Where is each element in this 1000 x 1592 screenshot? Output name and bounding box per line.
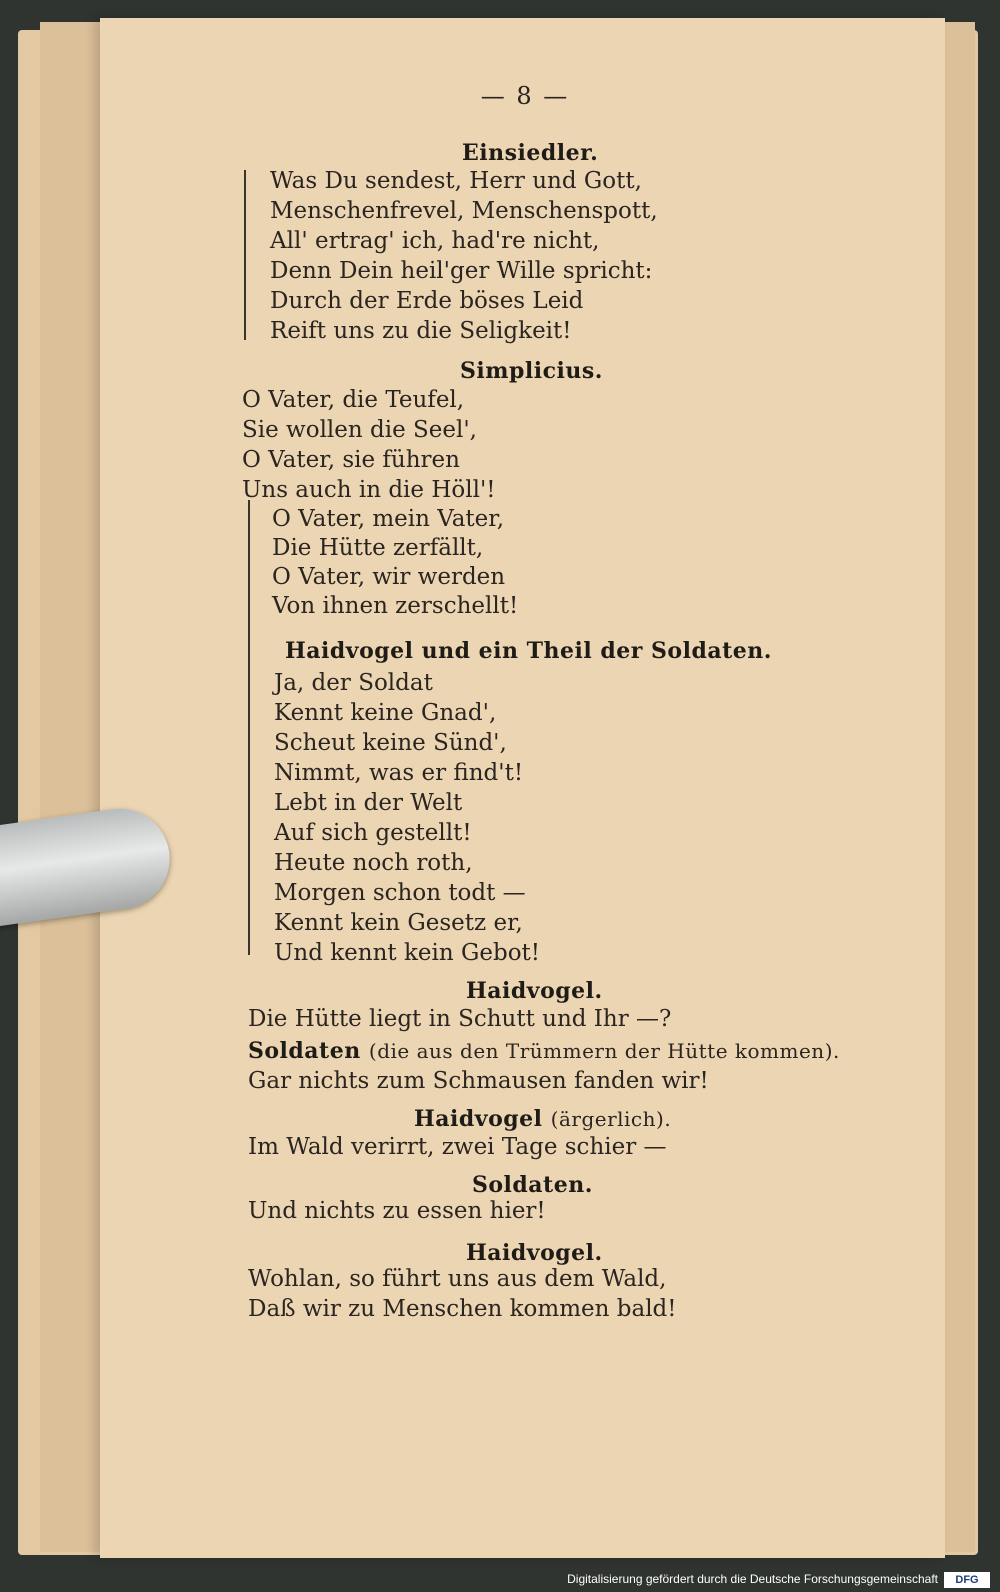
- verse-line: Was Du sendest, Herr und Gott,: [270, 168, 642, 194]
- speaker-heading: Haidvogel.: [466, 978, 603, 1004]
- verse-line: Und kennt kein Gebot!: [274, 940, 541, 966]
- speaker-heading: Einsiedler.: [462, 140, 599, 166]
- speaker-heading: [248, 1038, 840, 1064]
- verse-line: Nimmt, was er find't!: [274, 760, 524, 786]
- dfg-logo: DFG: [944, 1572, 990, 1588]
- verse-bracket: [244, 170, 246, 340]
- verse-line: Auf sich gestellt!: [274, 820, 472, 846]
- page-number: — 8 —: [480, 82, 570, 110]
- verse-line: Reift uns zu die Seligkeit!: [270, 318, 572, 344]
- verse-line: Sie wollen die Seel',: [242, 417, 477, 443]
- verse-line: Kennt kein Gesetz er,: [274, 910, 523, 936]
- verse-line: Gar nichts zum Schmausen fanden wir!: [248, 1068, 709, 1094]
- verse-line: Die Hütte liegt in Schutt und Ihr —?: [248, 1006, 672, 1032]
- verse-line: Kennt keine Gnad',: [274, 700, 497, 726]
- stage-direction: (die aus den Trümmern der Hütte kommen).: [368, 1039, 840, 1063]
- speaker-heading: Simplicius.: [460, 358, 603, 384]
- verse-line: All' ertrag' ich, had're nicht,: [270, 228, 600, 254]
- verse-line: Denn Dein heil'ger Wille spricht:: [270, 258, 653, 284]
- verse-line: Scheut keine Sünd',: [274, 730, 507, 756]
- verse-line: Wohlan, so führt uns aus dem Wald,: [248, 1266, 667, 1292]
- speaker-heading: [414, 1106, 671, 1132]
- verse-line: Im Wald verirrt, zwei Tage schier —: [248, 1134, 667, 1160]
- digitization-credit: Digitalisierung gefördert durch die Deutsche Forschungsgemeinschaft: [567, 1572, 938, 1586]
- speaker-heading: Haidvogel.: [466, 1240, 603, 1266]
- verse-line: Heute noch roth,: [274, 850, 473, 876]
- verse-line: Daß wir zu Menschen kommen bald!: [248, 1296, 677, 1322]
- stage-direction: (ärgerlich).: [550, 1107, 672, 1131]
- verse-line: Von ihnen zerschellt!: [272, 593, 519, 619]
- verse-line: Uns auch in die Höll'!: [242, 477, 496, 503]
- verse-line: Und nichts zu essen hier!: [248, 1198, 546, 1224]
- verse-line: O Vater, wir werden: [272, 564, 506, 590]
- verse-bracket: [248, 500, 250, 955]
- verse-line: O Vater, mein Vater,: [272, 506, 505, 532]
- verse-line: Menschenfrevel, Menschenspott,: [270, 198, 658, 224]
- verse-line: Ja, der Soldat: [274, 670, 433, 696]
- verse-line: Durch der Erde böses Leid: [270, 288, 584, 314]
- speaker-name: Haidvogel: [414, 1106, 543, 1132]
- verse-line: O Vater, die Teufel,: [242, 387, 465, 413]
- speaker-heading: Soldaten.: [472, 1172, 593, 1198]
- verse-line: Lebt in der Welt: [274, 790, 463, 816]
- speaker-name: Soldaten: [248, 1038, 361, 1064]
- speaker-heading: Haidvogel und ein Theil der Soldaten.: [285, 638, 772, 664]
- verse-line: Morgen schon todt —: [274, 880, 526, 906]
- verse-line: O Vater, sie führen: [242, 447, 460, 473]
- verse-line: Die Hütte zerfällt,: [272, 535, 484, 561]
